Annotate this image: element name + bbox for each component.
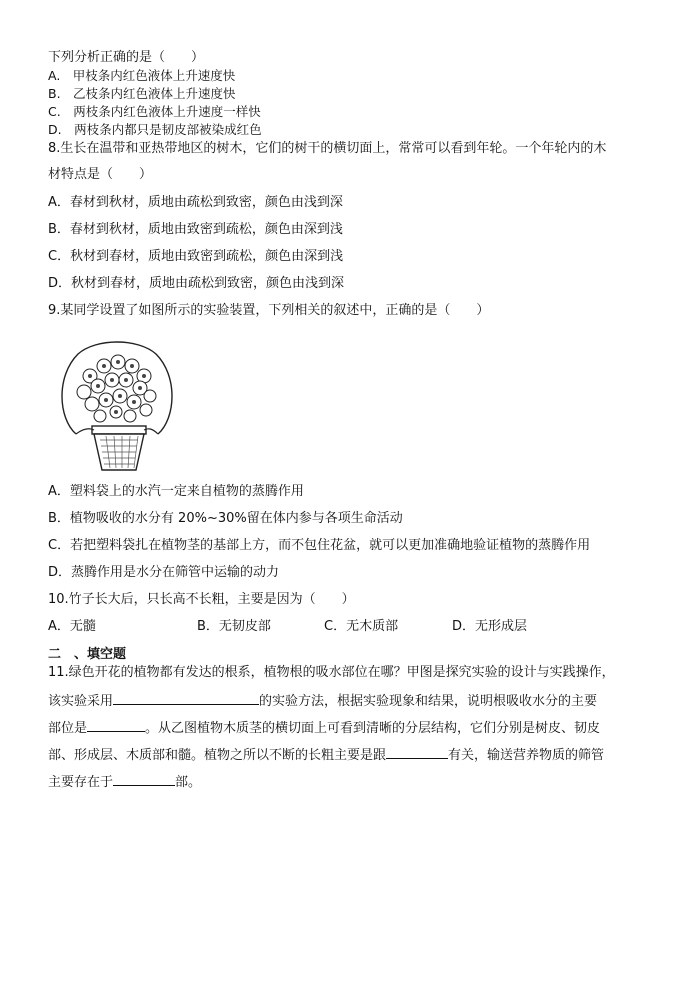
q11-line4 <box>48 745 604 765</box>
q9-option-c: C．若把塑料袋扎在植物茎的基部上方，而不包住花盆，就可以更加准确地验证植物的蒸腾作用 <box>48 538 591 553</box>
q11-blank-sieve-tube-location[interactable] <box>113 772 175 786</box>
q11-blank-absorption-zone[interactable] <box>87 718 145 732</box>
q11-line3-start: 部位是 <box>48 721 88 736</box>
q11-line5-start: 主要存在于 <box>48 775 114 790</box>
q9-option-b: B．植物吸收的水分有 20%~30%留在体内参与各项生命活动 <box>48 511 403 526</box>
q11-blank-growth-layer[interactable] <box>386 745 448 759</box>
q11-line2-end: 的实验方法，根据实验现象和结果，说明根吸收水分的主要 <box>259 694 598 709</box>
q9-option-d: D．蒸腾作用是水分在筛管中运输的动力 <box>48 565 280 580</box>
section-fill-in-title: 二 、填空题 <box>48 647 127 662</box>
q7-option-b: B. 乙枝条内红色液体上升速度快 <box>48 86 236 101</box>
q10-option-b: B．无韧皮部 <box>197 619 271 634</box>
q11-line5-end: 部。 <box>175 775 202 790</box>
q11-blank-method[interactable] <box>113 691 259 705</box>
q11-line1: 11.绿色开花的植物都有发达的根系，植物根的吸水部位在哪？甲图是探究实验的设计与实践操作， <box>48 665 615 680</box>
q8-stem-line1: 8.生长在温带和亚热带地区的树木，它们的树干的横切面上，常常可以看到年轮。一个年轮内的木 <box>48 141 607 156</box>
q9-stem: 9.某同学设置了如图所示的实验装置，下列相关的叙述中，正确的是（ ） <box>48 303 490 318</box>
q7-option-c: C. 两枝条内红色液体上升速度一样快 <box>48 104 261 119</box>
q10-stem: 10.竹子长大后，只长高不长粗，主要是因为（ ） <box>48 592 355 607</box>
q10-option-c: C．无木质部 <box>324 619 399 634</box>
q11-line2 <box>48 691 597 711</box>
q8-option-b: B．春材到秋材，质地由致密到疏松，颜色由深到浅 <box>48 222 343 237</box>
q11-line4-start: 部、形成层、木质部和髓。植物之所以不断的长粗主要是跟 <box>48 748 387 763</box>
q10-option-a: A．无髓 <box>48 619 96 634</box>
q11-line3 <box>48 718 600 738</box>
q8-option-c: C．秋材到春材，质地由致密到疏松，颜色由深到浅 <box>48 249 344 264</box>
q11-line4-end: 有关，输送营养物质的筛管 <box>448 748 605 763</box>
q7-stem: 下列分析正确的是（ ） <box>48 50 205 65</box>
q8-option-a: A．春材到秋材，质地由疏松到致密，颜色由浅到深 <box>48 195 343 210</box>
q11-line2-start: 该实验采用 <box>48 694 114 709</box>
q8-option-d: D．秋材到春材，质地由疏松到致密，颜色由浅到深 <box>48 276 345 291</box>
potted-plant-bag-figure <box>56 336 178 474</box>
q11-line5 <box>48 772 201 792</box>
q10-option-d: D．无形成层 <box>452 619 528 634</box>
q11-line3-end: 。从乙图植物木质茎的横切面上可看到清晰的分层结构，它们分别是树皮、韧皮 <box>145 721 601 736</box>
q7-option-d: D. 两枝条内都只是韧皮部被染成红色 <box>48 122 262 137</box>
q9-option-a: A．塑料袋上的水汽一定来自植物的蒸腾作用 <box>48 484 304 499</box>
q8-stem-line2: 材特点是（ ） <box>48 167 153 182</box>
q7-option-a: A. 甲枝条内红色液体上升速度快 <box>48 68 236 83</box>
